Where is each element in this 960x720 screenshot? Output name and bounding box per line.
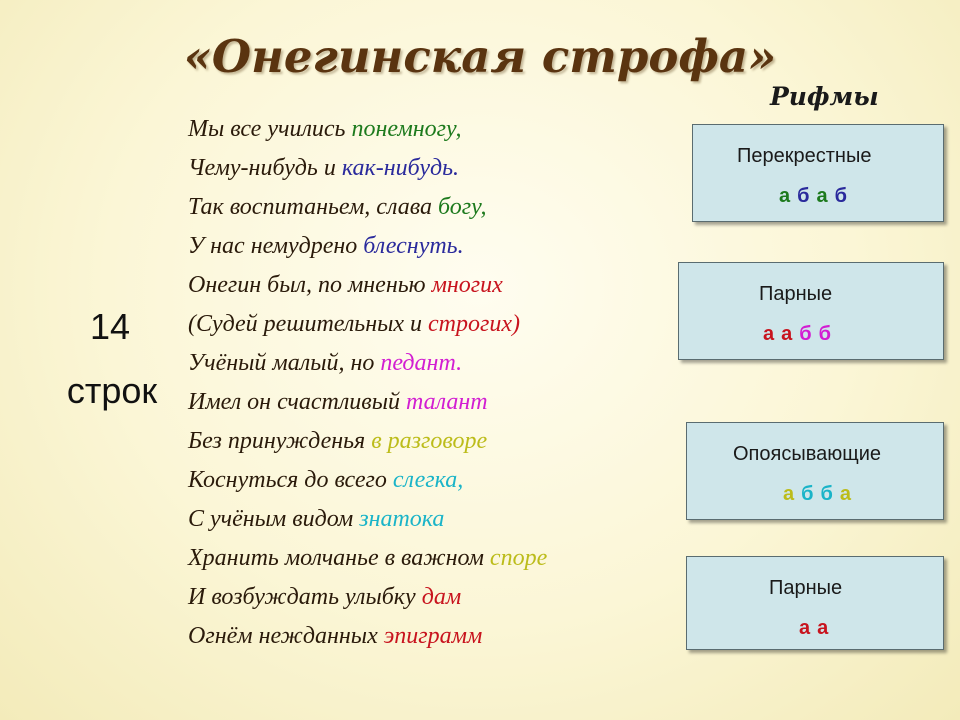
stanza-line-text: Без принужденья — [188, 428, 372, 454]
stanza-line — [188, 500, 547, 539]
rhyme-letter: б — [834, 185, 848, 207]
line-count-number: 14 — [89, 306, 131, 347]
rhyme-scheme — [679, 323, 960, 346]
stanza-line — [188, 188, 547, 227]
stanza-line — [188, 383, 547, 422]
stanza-rhyme-word: богу, — [437, 194, 487, 220]
stanza-line-text: Учёный малый, но — [188, 350, 381, 376]
slide-title: «Онегинская строфа» — [183, 30, 777, 83]
rhyme-letter: б — [820, 483, 834, 505]
line-count-word: строк — [66, 370, 158, 411]
stanza-line-text: Имел он счастливый — [188, 389, 406, 415]
stanza-line — [188, 227, 547, 266]
stanza-line-text: Хранить молчанье в важном — [188, 545, 490, 571]
rhyme-type-label: Парные — [769, 577, 843, 599]
rhyme-letter: б — [797, 185, 811, 207]
rhyme-scheme — [687, 483, 960, 506]
rhyme-box-enclosing — [686, 422, 944, 520]
stanza-rhyme-word: в разговоре — [371, 428, 488, 454]
rhyme-scheme — [693, 185, 960, 208]
stanza-line-text: Так воспитаньем, слава — [188, 194, 438, 220]
rhyme-letter: б — [818, 323, 832, 345]
stanza-rhyme-word: блеснуть. — [363, 233, 464, 259]
stanza-line-text: И возбуждать улыбку — [188, 584, 422, 610]
rhyme-letter: а — [799, 617, 812, 639]
rhyme-letter: б — [799, 323, 813, 345]
stanza-rhyme-word: дам — [421, 584, 462, 610]
stanza-rhyme-word: многих — [431, 272, 503, 298]
stanza-line — [188, 266, 547, 305]
rhyme-scheme — [687, 617, 960, 640]
stanza-line — [188, 539, 547, 578]
rhymes-heading: Рифмы — [770, 82, 879, 111]
rhyme-letter: а — [816, 185, 829, 207]
rhyme-letter: а — [817, 617, 830, 639]
rhyme-letter: б — [801, 483, 815, 505]
stanza-line-text: У нас немудрено — [188, 233, 364, 259]
stanza-rhyme-word: талант — [405, 389, 488, 415]
stanza-line — [188, 422, 547, 461]
stanza-line — [188, 305, 547, 344]
stanza-line-text: Чему-нибудь и — [188, 155, 342, 181]
rhyme-type-label: Парные — [759, 283, 833, 305]
stanza-rhyme-word: понемногу, — [351, 116, 462, 142]
stanza-rhyme-word: слегка, — [392, 467, 464, 493]
stanza-line-text: С учёным видом — [188, 506, 360, 532]
rhyme-type-label: Перекрестные — [737, 145, 872, 167]
stanza-line — [188, 617, 547, 656]
stanza-line — [188, 461, 547, 500]
rhyme-box-cross — [692, 124, 944, 222]
stanza-line — [188, 578, 547, 617]
rhyme-box-paired-2 — [686, 556, 944, 650]
stanza-line-text: (Судей решительных и — [188, 311, 429, 337]
stanza-line — [188, 149, 547, 188]
stanza-line-text: Огнём нежданных — [188, 623, 384, 649]
stanza-line-text: Мы все учились — [188, 116, 352, 142]
stanza-line-text: Коснуться до всего — [188, 467, 393, 493]
rhyme-letter: а — [763, 323, 776, 345]
rhyme-letter: а — [779, 185, 792, 207]
stanza-rhyme-word: строгих) — [428, 311, 521, 337]
rhyme-letter: а — [839, 483, 852, 505]
stanza-line — [188, 110, 547, 149]
rhyme-type-label: Опоясывающие — [733, 443, 881, 465]
stanza-rhyme-word: педант. — [380, 350, 463, 376]
stanza-rhyme-word: как-нибудь. — [341, 155, 460, 181]
stanza-line-text: Онегин был, по мненью — [188, 272, 432, 298]
stanza-text — [188, 110, 547, 656]
stanza-rhyme-word: споре — [489, 545, 548, 571]
rhyme-letter: а — [783, 483, 796, 505]
stanza-rhyme-word: знатока — [359, 506, 445, 532]
rhyme-letter: а — [781, 323, 794, 345]
stanza-rhyme-word: эпиграмм — [383, 623, 483, 649]
rhyme-box-paired-1 — [678, 262, 944, 360]
stanza-line — [188, 344, 547, 383]
